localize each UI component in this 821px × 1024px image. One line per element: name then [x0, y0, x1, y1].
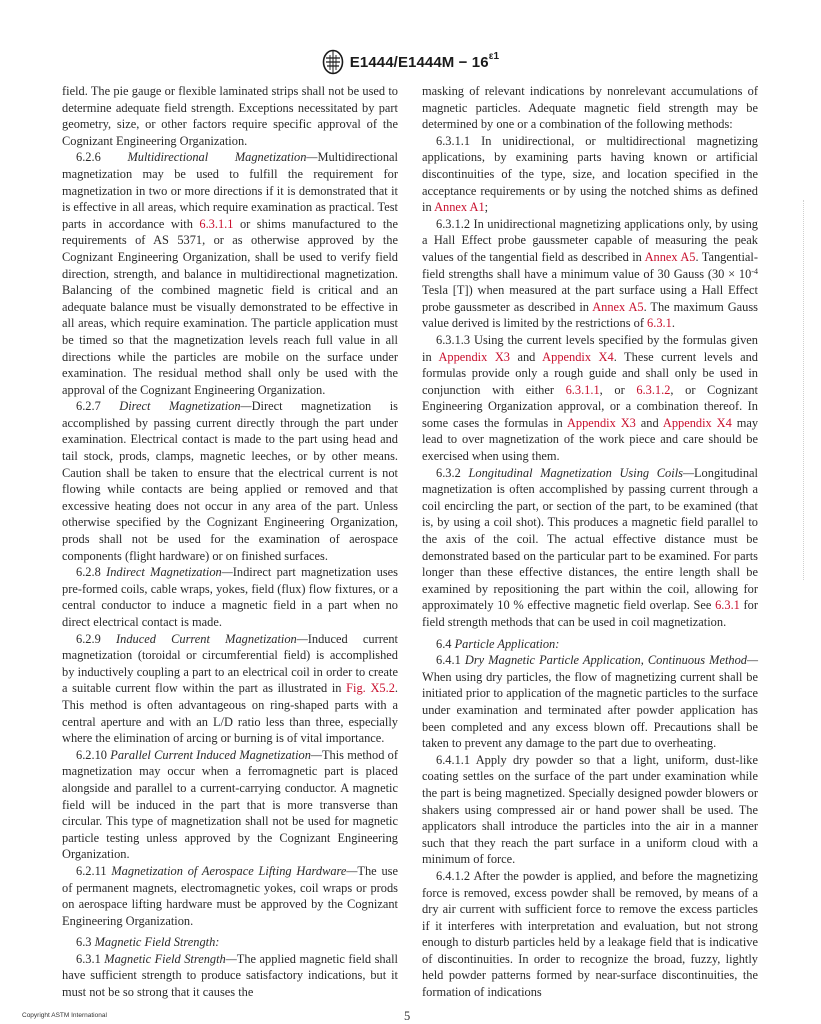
section-number: 6.3.2: [436, 465, 461, 480]
cross-reference-link[interactable]: 6.3.1.1: [565, 382, 600, 397]
section-number: 6.3.1.1: [436, 133, 471, 148]
paragraph: [62, 934, 398, 951]
paragraph-text: field. The pie gauge or flexible laminated strips shall not be used to determine adequate field strength. Exceptions necessitated by part geometry, size, or other factors require specific approval of the Cognizant Engineering Organization.: [62, 84, 398, 148]
section-number: 6.2.10: [76, 747, 107, 762]
section-number: 6.4: [436, 636, 452, 651]
paragraph: [62, 149, 398, 398]
section-number: 6.4.1.1: [436, 752, 471, 767]
section-title: Magnetic Field Strength:: [94, 935, 220, 950]
cross-reference-link[interactable]: 6.3.1: [647, 316, 672, 331]
paragraph: [422, 332, 758, 465]
paragraph-text: or shims manufactured to the requirements of AS 5371, or as otherwise approved by the Cognizant Engineering Organization, shall be used to verify field direction, strength, and balance in multidirectional magnetization. Balancing of the combined magnetic field is critical and an adequate balance must be visually demonstrated to be effective in all areas, which require examination. The particle application must be timed so that the magnetization levels reach full value in all directions while the particles are mobile on the surface under examination. The residual method shall only be used with the approval of the Cognizant Engineering Organization.: [62, 216, 398, 397]
section-title: Multidirectional Magnetization—: [127, 150, 318, 165]
paragraph: [62, 83, 398, 149]
cross-reference-link[interactable]: Appendix X4: [542, 349, 614, 364]
cross-reference-link[interactable]: Appendix X3: [438, 349, 510, 364]
margin-marks: [803, 200, 805, 580]
section-number: 6.2.6: [76, 150, 101, 165]
paragraph-text: may lead to over magnetization of the work piece and care should be exercised when using them.: [422, 415, 759, 464]
section-title: Parallel Current Induced Magnetization—: [110, 747, 322, 762]
section-title: Direct Magnetization—: [119, 399, 252, 414]
section-number: 6.2.11: [76, 863, 107, 878]
paragraph: [422, 465, 758, 631]
section-title: Particle Application:: [454, 636, 560, 651]
paragraph: [422, 216, 758, 332]
paragraph: [62, 564, 398, 630]
cross-reference-link[interactable]: 6.3.1: [715, 598, 740, 613]
paragraph-text: The use of permanent magnets, electromagnetic yokes, coil wraps or prods on aerospace lifting hardware must be approved by the Cognizant Engineering Organization.: [62, 863, 398, 928]
paragraph: [62, 631, 398, 747]
right-column: [422, 83, 758, 1001]
paragraph-text: In unidirectional magnetizing applications only, by using a Hall Effect probe gaussmeter capable of measuring the peak values of the tangential field as described in: [422, 216, 758, 264]
paragraph-text: Induced current magnetization (toroidal or circumferential field) is accomplished by inductively coupling a part to an electrical coil in order to create a suitable current flow within the part as illustrated in: [62, 631, 398, 696]
cross-reference-link[interactable]: Annex A5: [644, 249, 696, 264]
paragraph-text: , or Cognizant Engineering Organization approval, or a combination thereof. In some cases the formulas in: [422, 382, 758, 430]
paragraph-text: Multidirectional magnetization may be used to fulfill the requirement for magnetization in two or more directions if it is demonstrated that it is effective in all areas, which require examination as practical. Test parts in accordance with: [62, 150, 398, 231]
cross-reference-link[interactable]: Annex A1: [434, 200, 485, 215]
section-number: 6.3.1.2: [436, 216, 471, 231]
paragraph-text: Using the current levels specified by the formulas given in: [422, 332, 758, 364]
paragraph-text: . Tangential-field strengths shall have a minimum value of 30 Gauss (30 × 10: [422, 249, 758, 281]
paragraph: [422, 636, 758, 653]
left-column: [62, 83, 398, 1001]
standard-code: $E1444/E1444M - 16^{\varepsilon 1}$: [349, 51, 500, 71]
section-number: 6.2.9: [76, 631, 101, 646]
paragraph-text: The applied magnetic field shall have sufficient strength to produce satisfactory indications, but it must not be so strong that it causes the: [62, 951, 398, 1000]
cross-reference-link[interactable]: Annex A5: [592, 299, 644, 314]
section-number: 6.4.1.2: [436, 868, 471, 883]
paragraph: [62, 398, 398, 564]
paragraph-text: for field strength methods that can be used in coil magnetization.: [422, 598, 759, 629]
section-title: Magnetic Field Strength—: [104, 951, 237, 966]
paragraph-text: . These current levels and formulas provide only a rough guide and shall only be used in conjunction with either: [422, 349, 759, 397]
paragraph: [62, 951, 398, 1001]
paragraph-text: Tesla [T]) when measured at the part surface using a Hall Effect probe gaussmeter as described in: [422, 283, 758, 314]
paragraph-text: ;: [484, 200, 489, 215]
section-number: 6.2.8: [76, 565, 101, 580]
paragraph: [422, 133, 758, 216]
paragraph-text: Direct magnetization is accomplished by passing current directly through the part under examination. Electrical contact is made to the part using head and tail stock, prods, clamps, magnetic leeches, or by other means. Caution shall be taken to ensure that the electrical current is not flowing while contacts are being applied or removed and that excessive heating does not occur in any area of the part. Unless otherwise specified by the Cognizant Engineering Organization, prods shall not be used for the examination of aerospace components (flight hardware) or on finished surfaces.: [62, 399, 398, 563]
section-number: 6.3: [76, 935, 92, 950]
paragraph-text: , or: [599, 382, 637, 397]
cross-reference-link[interactable]: 6.3.1.2: [636, 382, 671, 397]
section-number: 6.3.1: [76, 951, 101, 966]
paragraph: [422, 652, 758, 752]
section-number: 6.3.1.3: [436, 332, 471, 347]
paragraph-text: .: [671, 316, 675, 331]
paragraph-text: In unidirectional, or multidirectional magnetizing applications, by examining parts having known or artificial discontinuities of the type, size, and location specified in the acceptance requirements or by using the notched shims as defined in: [422, 133, 758, 215]
paragraph: [422, 868, 758, 1001]
paragraph-text: masking of relevant indications by nonrelevant accumulations of magnetic particles. Adequate magnetic field strength may be determined by one or a combination of the following methods:: [422, 84, 758, 132]
astm-logo-icon: [322, 49, 344, 75]
cross-reference-link[interactable]: Fig. X5.2: [346, 681, 395, 696]
page-number: 5: [404, 1009, 411, 1023]
paragraph: [62, 747, 398, 863]
section-title: Longitudinal Magnetization Using Coils—: [468, 465, 694, 480]
copyright-notice: Copyright ASTM International: [22, 1012, 107, 1019]
cross-reference-link[interactable]: 6.3.1.1: [199, 216, 234, 231]
section-number: 6.4.1: [436, 653, 461, 668]
paragraph-text: This method of magnetization may occur when a ferromagnetic part is placed alongside and parallel to a current-carrying conductor. A magnetic field will be induced in the part that is more transverse than circular. This type of magnetization shall not be used for magnetic particle testing unless approved by the Cognizant Engineering Organization.: [62, 747, 398, 862]
paragraph-text: Indirect part magnetization uses pre-formed coils, cable wraps, yokes, field (flux) flow fixtures, or a central conductor to induce a magnetic field in a part when no direct electrical contact is made.: [62, 565, 398, 629]
paragraph: [422, 752, 758, 868]
paragraph: [62, 863, 398, 929]
paragraph-text: Apply dry powder so that a light, uniform, dust-like coating settles on the surface of the part under examination while the part is being magnetized. Specially designed powder blowers or shakers using compressed air or hand power shall be used. The applicators shall introduce the particles into the air in a manner such that they reach the part surface in a uniform cloud with a minimum of force.: [422, 752, 758, 867]
section-title: Dry Magnetic Particle Application, Continuous Method—: [464, 653, 758, 668]
superscript: -4: [751, 266, 758, 276]
paragraph-text: and: [635, 415, 663, 430]
section-title: Induced Current Magnetization—: [116, 631, 308, 646]
paragraph-text: Longitudinal magnetization is often accomplished by passing current through a coil encircling the part, or section of the part, to be examined (that is, by using a coil shot). This produces a magnetic field parallel to the axis of the coil. The actual effective distance must be demonstrated based on the particular part to be examined. For parts longer than these effective distances, the entire length shall be examined by repositioning the part within the coil, allowing for approximately 10 % effective magnetic field overlap. See: [422, 465, 758, 613]
paragraph-text: and: [509, 349, 543, 364]
cross-reference-link[interactable]: Appendix X3: [566, 415, 636, 430]
section-number: 6.2.7: [76, 399, 101, 414]
paragraph-text: When using dry particles, the flow of magnetizing current shall be initiated prior to application of the magnetic particles to the surface under examination and terminated after powder application has been completed and any excess blown off. Precautions shall be taken to prevent any damage to the part due to overheating.: [422, 669, 758, 751]
paragraph: [422, 83, 758, 133]
paragraph-text: After the powder is applied, and before the magnetizing force is removed, excess powder shall be removed, by means of a dry air current with sufficient force to remove the excess particles if it interferes with interpretation and evaluation, but not strong enough to disturb particles held by a leakage field that is indicative of discontinuities. In order to recognize the broad, fuzzy, lightly held powder patterns formed by near-surface discontinuities, the formation of indications: [422, 868, 759, 1000]
section-title: Magnetization of Aerospace Lifting Hardware—: [111, 863, 358, 878]
page-header: [0, 49, 821, 80]
section-title: Indirect Magnetization—: [106, 565, 233, 580]
paragraph-text: . The maximum Gauss value derived is limited by the restrictions of: [422, 299, 758, 331]
paragraph-text: . This method is often advantageous on ring-shaped parts with a central aperture and with an L/D ratio less than three, especially where the elimination of arcing or burning is of vital importance.: [62, 681, 399, 746]
cross-reference-link[interactable]: Appendix X4: [662, 415, 732, 430]
